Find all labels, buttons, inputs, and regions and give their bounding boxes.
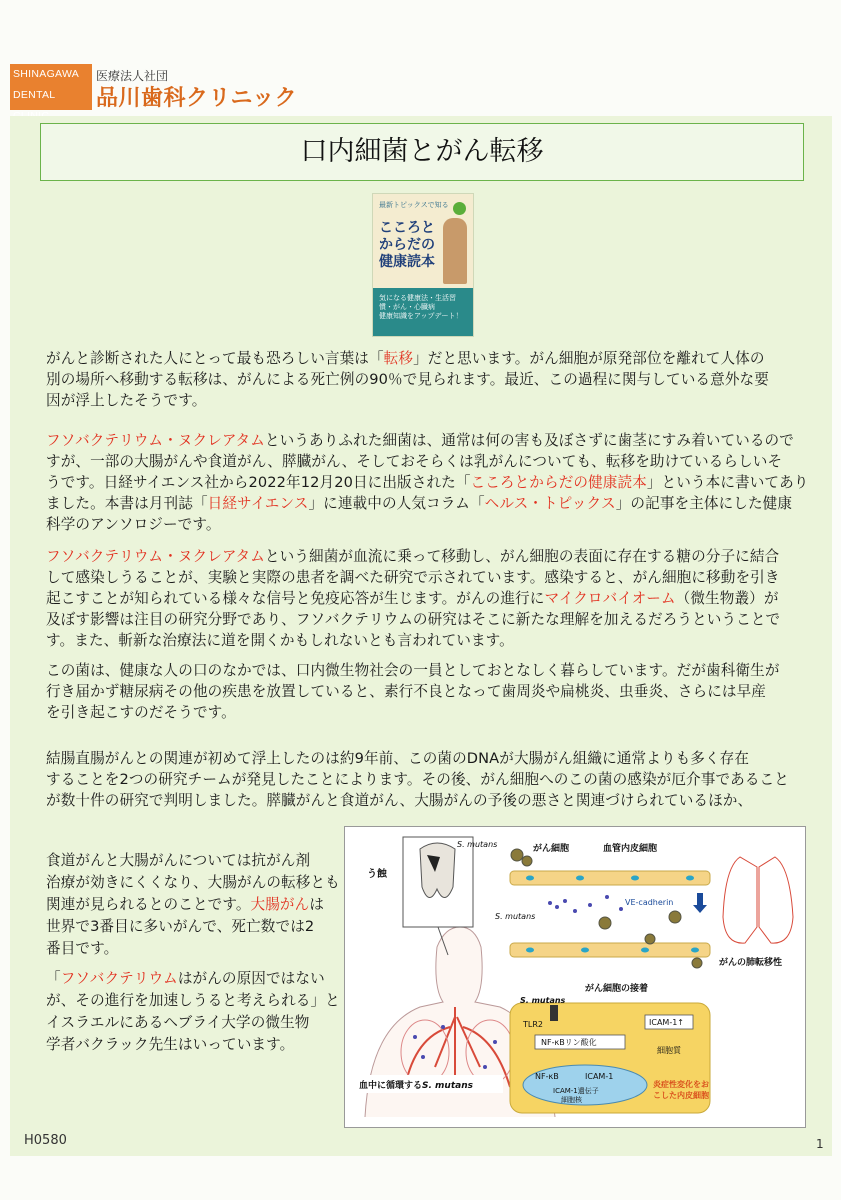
clinic-header — [10, 64, 300, 112]
text-run: 番目です。 — [46, 940, 119, 957]
text-run: 「 — [46, 970, 61, 987]
text-run: 食道がんと大腸がんについては抗がん剤 — [46, 852, 311, 869]
label-circulating-text: 血中に循環する — [359, 1081, 423, 1091]
label-circulating-species: S. mutans — [422, 1081, 473, 1091]
text-run: うです。日経サイエンス社から2022年12月20日に出版された「 — [46, 474, 471, 491]
book-band-line-2: 健康知識をアップデート！ — [379, 312, 463, 320]
label-ve-cadherin: VE-cadherin — [625, 898, 674, 907]
book-title-line-3: 健康読本 — [379, 254, 435, 270]
down-arrow-icon — [693, 893, 707, 913]
vessel-lower — [510, 943, 710, 957]
label-inflamed-line-1: 炎症性変化をお — [653, 1080, 709, 1089]
label-icam1-up: ICAM-1↑ — [649, 1018, 684, 1027]
text-run: 因が浮上したそうです。 — [46, 392, 207, 409]
paragraph-1 — [46, 348, 769, 411]
tooth-icon — [420, 843, 455, 898]
paragraph-2 — [46, 430, 809, 535]
label-inflamed-line-2: こした内皮細胞 — [653, 1091, 709, 1100]
text-run: 」の記事を主体にした健康 — [615, 495, 793, 512]
highlight-text: フソバクテリウム — [60, 970, 178, 987]
text-run: 」という本に書いてあり — [646, 474, 809, 491]
label-tlr2: TLR2 — [523, 1020, 543, 1029]
tlr2-receptor — [550, 1005, 558, 1021]
book-band-text — [379, 294, 469, 321]
highlight-text: こころとからだの健康読本 — [470, 474, 647, 491]
text-run: 起こすことが知られている様々な信号と免疫応答が生じます。がんの進行に — [46, 590, 545, 607]
diagram-svg — [345, 827, 805, 1127]
highlight-text: フソバクテリウム・ヌクレアタム — [46, 548, 265, 565]
highlight-text: 日経サイエンス — [207, 495, 309, 512]
highlight-text: ヘルス・トピックス — [484, 495, 616, 512]
label-s-mutans-mid: S. mutans — [495, 912, 536, 921]
text-run: 治療が効きにくくなり、大腸がんの転移とも — [46, 874, 340, 891]
text-run: 」に連載中の人気コラム「 — [308, 495, 485, 512]
page-number: 1 — [816, 1137, 824, 1151]
paragraph-6 — [46, 850, 346, 960]
book-cover-image — [372, 193, 474, 337]
text-run: 結腸直腸がんとの関連が初めて浮上したのは約9年前、この菌のDNAが大腸がん組織に通常よりも多く存在 — [46, 750, 750, 767]
label-nfkb-phos: NF-κBリン酸化 — [541, 1038, 597, 1047]
label-circulating — [359, 1079, 474, 1091]
paragraph-4 — [46, 660, 780, 723]
text-run: がんと診断された人にとって最も恐ろしい言葉は「 — [46, 350, 384, 367]
text-run: ました。本書は月刊誌「 — [46, 495, 208, 512]
text-run: 関連が見られるとのことです。 — [46, 896, 251, 913]
highlight-text: 大腸がん — [250, 896, 310, 913]
logo-line-1: SHINAGAWA — [13, 68, 80, 80]
text-run: 及ぼす影響は注目の研究分野であり、フソバクテリウムの研究はそこに新たな理解を加えるだろうということで — [46, 611, 781, 628]
apple-icon — [453, 202, 466, 215]
text-run: す。また、斬新な治療法に道を開くかもしれないとも言われています。 — [46, 632, 514, 649]
clinic-name: 品川歯科クリニック — [96, 86, 298, 111]
highlight-text: マイクロバイオーム — [544, 590, 676, 607]
text-run: 科学のアンソロジーです。 — [46, 516, 221, 533]
paragraph-3 — [46, 546, 780, 651]
text-run: を引き起こすのだそうです。 — [46, 704, 236, 721]
text-run: 行き届かず糖尿病その他の疾患を放置していると、素行不良となって歯周炎や扁桃炎、虫垂炎、さらには早産 — [46, 683, 766, 700]
label-cytoplasm: 細胞質 — [657, 1046, 681, 1055]
book-small-title: 最新トピックスで知る — [379, 201, 449, 209]
nucleus — [523, 1065, 647, 1105]
text-run: は — [309, 896, 325, 913]
text-run: この菌は、健康な人の口のなかでは、口内微生物社会の一員としておとなしく暮らしています。だが歯科衛生が — [46, 662, 780, 679]
page-title: 口内細菌とがん転移 — [40, 123, 804, 181]
text-run: して感染しうることが、実験と実際の患者を調べた研究で示されています。感染すると、がん細胞に移動を引き — [46, 569, 780, 586]
paragraph-7 — [46, 968, 346, 1056]
document-code: H0580 — [24, 1133, 67, 1148]
lungs-icon — [723, 857, 793, 943]
text-run: 別の場所へ移動する転移は、がんによる死亡例の90％で見られます。最近、この過程に関与している意外な要 — [46, 371, 769, 388]
person-figure-icon — [443, 218, 467, 284]
text-run: はがんの原因ではない — [177, 970, 325, 987]
corporation-label: 医療法人社団 — [96, 69, 169, 83]
label-lung-metastasis: がんの肺転移性 — [719, 958, 783, 968]
label-icam1: ICAM-1 — [585, 1072, 614, 1081]
text-run: （微生物叢）が — [675, 590, 779, 607]
text-run: が数十件の研究で判明しました。膵臓がんと食道がん、大腸がんの予後の悪さと関連づけられているほか、 — [46, 792, 753, 809]
clinic-logo — [10, 64, 92, 110]
label-cancer-cell: がん細胞 — [533, 844, 570, 854]
label-s-mutans-box: S. mutans — [520, 996, 566, 1005]
text-run: イスラエルにあるヘブライ大学の微生物 — [46, 1014, 310, 1031]
label-icam1-gene-line-1: ICAM-1遺伝子 — [553, 1087, 599, 1095]
label-adhesion: がん細胞の接着 — [585, 984, 649, 994]
highlight-text: フソバクテリウム・ヌクレアタム — [46, 432, 265, 449]
text-run: 世界で3番目に多いがんで、死亡数では2 — [46, 918, 315, 935]
book-title — [379, 220, 435, 271]
logo-line-2: DENTAL — [13, 89, 56, 101]
metastasis-diagram — [344, 826, 806, 1128]
text-run: が、その進行を加速しうると考えられる」と — [46, 992, 340, 1009]
label-endothelial: 血管内皮細胞 — [603, 844, 658, 854]
text-run: 学者バクラック先生はいっています。 — [46, 1036, 295, 1053]
text-run: すが、一部の大腸がんや食道がん、膵臓がん、そしておそらくは乳がんについても、転移を助けているらしいそ — [46, 453, 783, 470]
text-run: することを2つの研究チームが発見したことによります。その後、がん細胞へのこの菌の感染が厄介事であること — [46, 771, 789, 788]
paragraph-5 — [46, 748, 789, 811]
text-run: 」だと思います。がん細胞が原発部位を離れて人体の — [413, 350, 765, 367]
highlight-text: 転移 — [383, 350, 414, 367]
book-title-line-2: からだの — [379, 237, 435, 253]
text-run: というありふれた細菌は、通常は何の害も及ぼさずに歯茎にすみ着いているので — [264, 432, 794, 449]
text-run: という細菌が血流に乗って移動し、がん細胞の表面に存在する糖の分子に結合 — [264, 548, 780, 565]
label-caries: う蝕 — [367, 869, 387, 880]
label-icam1-gene-line-2: 細胞核 — [561, 1096, 582, 1104]
book-band-line-1: 気になる健康法・生活習慣・がん・心臓病 — [379, 294, 456, 311]
label-s-mutans-top: S. mutans — [457, 840, 498, 849]
vessel-upper — [510, 871, 710, 885]
book-title-line-1: こころと — [379, 220, 435, 236]
label-nfkb: NF-κB — [535, 1072, 559, 1081]
